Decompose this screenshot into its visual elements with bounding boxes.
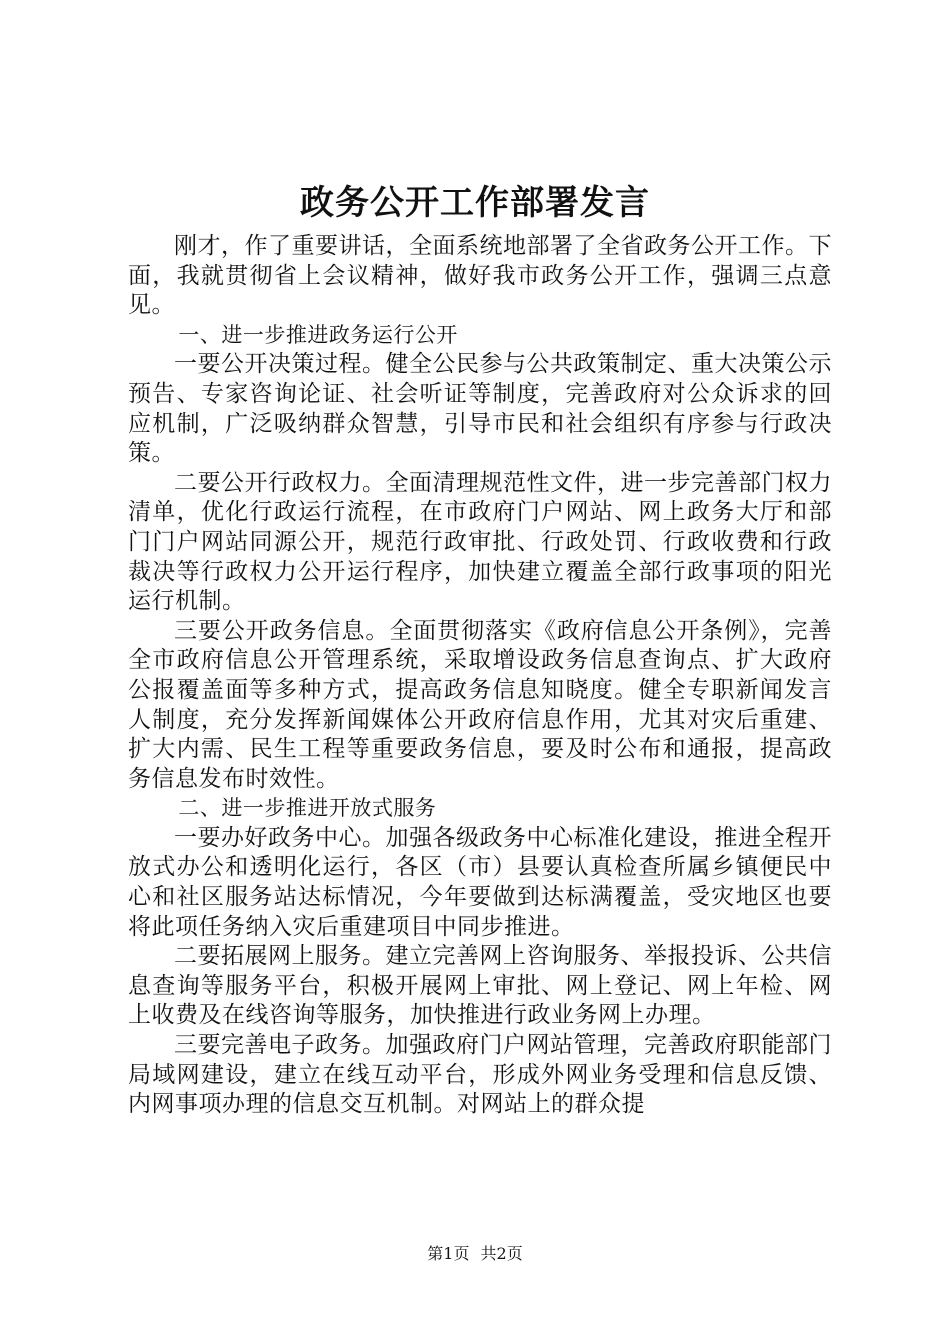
page-footer bbox=[0, 1243, 950, 1265]
page-title: 政务公开工作部署发言 bbox=[300, 183, 650, 223]
document-body bbox=[128, 232, 832, 1120]
paragraph-2-1: 一要办好政务中心。加强各级政务中心标准化建设，推进全程开放式办公和透明化运行，各区（市）县要认真检查所属乡镇便民中心和社区服务站达标情况，今年要做到达标满覆盖，受灾地区也要将此项任务纳入灾后重建项目中同步推进。 bbox=[128, 824, 832, 940]
section-heading-1: 一、进一步推进政务运行公开 bbox=[178, 322, 458, 347]
paragraph-1-2: 二要公开行政权力。全面清理规范性文件，进一步完善部门权力清单，优化行政运行流程，在市政府门户网站、网上政务大厅和部门门户网站同源公开，规范行政审批、行政处罚、行政收费和行政裁决等行政权力公开运行程序，加快建立覆盖全部行政事项的阳光运行机制。 bbox=[128, 469, 832, 615]
paragraph-1-3: 三要公开政务信息。全面贯彻落实《政府信息公开条例》，完善全市政府信息公开管理系统，采取增设政务信息查询点、扩大政府公报覆盖面等多种方式，提高政务信息知晓度。健全专职新闻发言人制度，充分发挥新闻媒体公开政府信息作用，尤其对灾后重建、扩大内需、民生工程等重要政务信息，要及时公布和通报，提高政务信息发布时效性。 bbox=[128, 617, 832, 792]
paragraph-intro: 刚才，作了重要讲话，全面系统地部署了全省政务公开工作。下面，我就贯彻省上会议精神，做好我市政务公开工作，强调三点意见。 bbox=[128, 233, 832, 319]
paragraph-1-1: 一要公开决策过程。健全公民参与公共政策制定、重大决策公示预告、专家咨询论证、社会听证等制度，完善政府对公众诉求的回应机制，广泛吸纳群众智慧，引导市民和社会组织有序参与行政决策。 bbox=[128, 351, 832, 467]
page-total: 共2页 bbox=[480, 1244, 523, 1263]
paragraph-2-2: 二要拓展网上服务。建立完善网上咨询服务、举报投诉、公共信息查询等服务平台，积极开展网上审批、网上登记、网上年检、网上收费及在线咨询等服务，加快推进行政业务网上办理。 bbox=[128, 943, 832, 1029]
page-number: 第1页 bbox=[427, 1244, 470, 1263]
paragraph-2-3: 三要完善电子政务。加强政府门户网站管理，完善政府职能部门局域网建设，建立在线互动平台，形成外网业务受理和信息反馈、内网事项办理的信息交互机制。对网站上的群众提 bbox=[128, 1032, 832, 1118]
section-heading-2: 二、进一步推进开放式服务 bbox=[178, 796, 437, 821]
